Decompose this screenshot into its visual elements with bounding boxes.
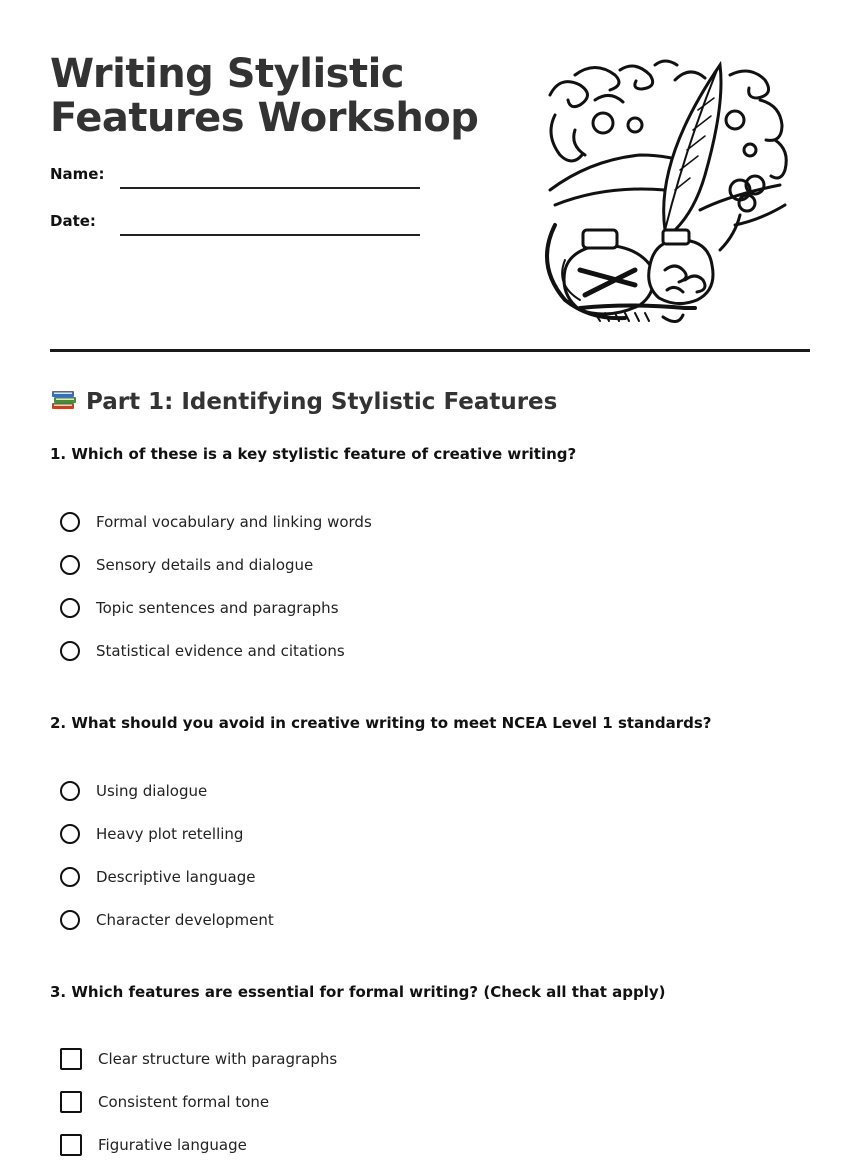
q1-option-1[interactable] xyxy=(60,509,372,535)
option-label: Figurative language xyxy=(98,1136,247,1154)
title-line-2: Features Workshop xyxy=(50,95,479,141)
name-label: Name: xyxy=(50,165,105,183)
radio-button[interactable] xyxy=(60,824,80,844)
name-field[interactable] xyxy=(120,187,420,189)
q1-option-4[interactable] xyxy=(60,638,345,664)
radio-button[interactable] xyxy=(60,867,80,887)
question-1-text: 1. Which of these is a key stylistic feature of creative writing? xyxy=(50,445,577,463)
question-2-text: 2. What should you avoid in creative writing to meet NCEA Level 1 standards? xyxy=(50,714,712,732)
option-label: Descriptive language xyxy=(96,868,256,886)
checkbox[interactable] xyxy=(60,1134,82,1156)
option-label: Statistical evidence and citations xyxy=(96,642,345,660)
checkbox[interactable] xyxy=(60,1048,82,1070)
radio-button[interactable] xyxy=(60,910,80,930)
option-label: Consistent formal tone xyxy=(98,1093,270,1111)
option-label: Heavy plot retelling xyxy=(96,825,244,843)
q2-option-2[interactable] xyxy=(60,821,243,847)
question-3-text: 3. Which features are essential for formal writing? (Check all that apply) xyxy=(50,983,666,1001)
part-1-heading-text: Part 1: Identifying Stylistic Features xyxy=(86,389,558,415)
part-1-heading xyxy=(50,388,557,415)
option-label: Character development xyxy=(96,911,274,929)
date-field[interactable] xyxy=(120,234,420,236)
option-label: Sensory details and dialogue xyxy=(96,556,314,574)
worksheet-title xyxy=(50,52,478,140)
q2-option-3[interactable] xyxy=(60,864,255,890)
radio-button[interactable] xyxy=(60,555,80,575)
date-label: Date: xyxy=(50,212,96,230)
radio-button[interactable] xyxy=(60,641,80,661)
option-label: Clear structure with paragraphs xyxy=(98,1050,338,1068)
q1-option-2[interactable] xyxy=(60,552,313,578)
q2-option-1[interactable] xyxy=(60,778,207,804)
q1-option-3[interactable] xyxy=(60,595,339,621)
option-label: Formal vocabulary and linking words xyxy=(96,513,372,531)
header-divider xyxy=(50,349,810,352)
checkbox[interactable] xyxy=(60,1091,82,1113)
q3-option-3[interactable] xyxy=(60,1132,247,1158)
q3-option-2[interactable] xyxy=(60,1089,269,1115)
q2-option-4[interactable] xyxy=(60,907,274,933)
quill-inkwell-illustration xyxy=(535,55,805,325)
radio-button[interactable] xyxy=(60,598,80,618)
title-line-1: Writing Stylistic xyxy=(50,51,404,97)
books-icon xyxy=(50,388,78,412)
option-label: Topic sentences and paragraphs xyxy=(96,599,339,617)
q3-option-1[interactable] xyxy=(60,1046,337,1072)
option-label: Using dialogue xyxy=(96,782,208,800)
radio-button[interactable] xyxy=(60,781,80,801)
radio-button[interactable] xyxy=(60,512,80,532)
